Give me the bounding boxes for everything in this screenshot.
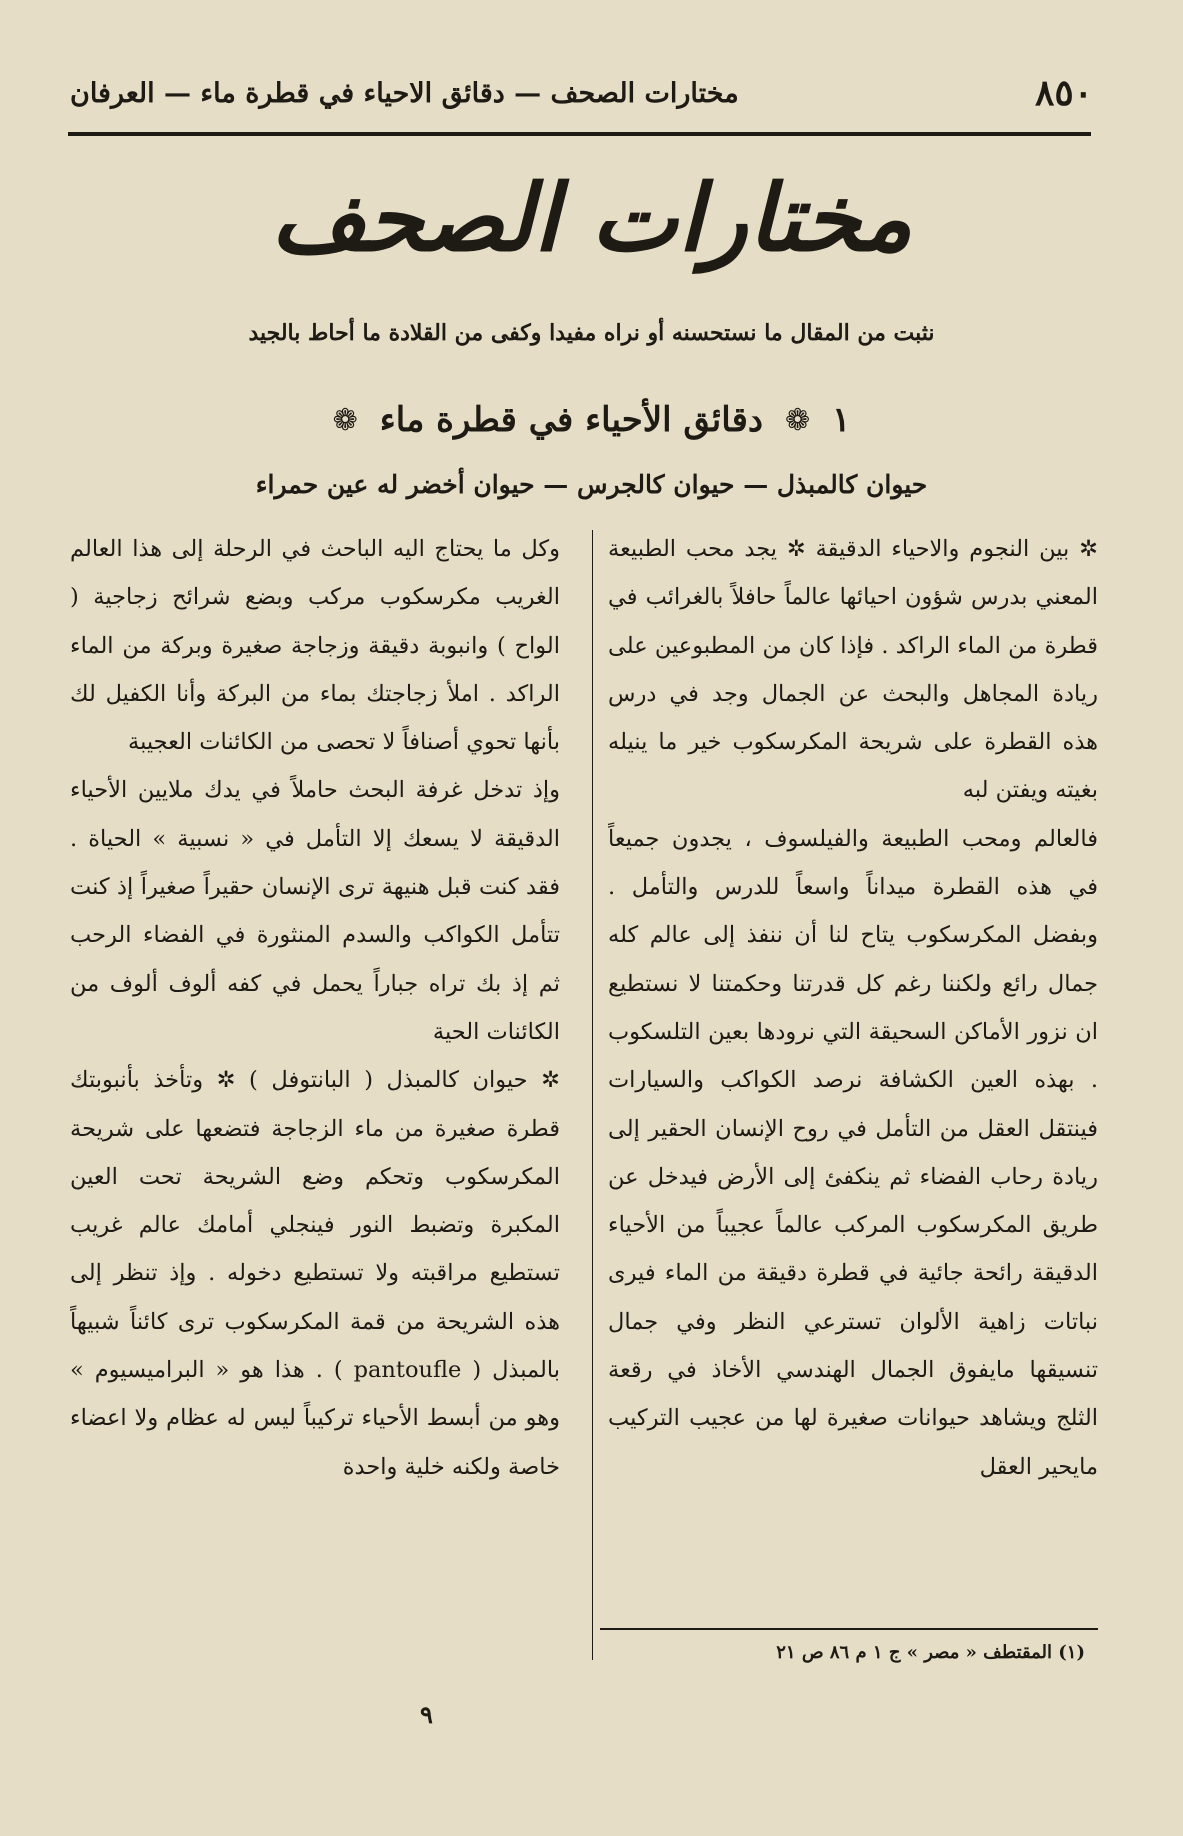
header-rule bbox=[68, 132, 1091, 136]
article-number: ١ bbox=[832, 400, 851, 440]
ornament-icon: ❁ bbox=[332, 402, 358, 438]
article-body bbox=[70, 525, 1098, 1620]
footnote-rule bbox=[600, 1628, 1098, 1630]
running-title: مختارات الصحف — دقائق الاحياء في قطرة ماء — العرفان bbox=[70, 77, 739, 109]
article-heading bbox=[0, 395, 1183, 445]
paragraph: ✲ حيوان كالمبذل ( البانتوفل ) ✲ وتأخذ بأنبوبتك قطرة صغيرة من ماء الزجاجة فتضعها على شريحة المكرسكوب وتحكم وضع الشريحة تحت العين المكبرة وتضبط النور فينجلي أمامك عالم غريب تستطيع مراقبته ولا تستطيع دخوله . وإذ تنظر إلى هذه الشريحة من قمة المكرسكوب ترى كائناً شبيهاً بالمبذل ( pantoufle ) . هذا هو « البراميسيوم » وهو من أبسط الأحياء تركيباً ليس له عظام ولا اعضاء خاصة ولكنه خلية واحدة bbox=[70, 1067, 560, 1480]
right-column bbox=[608, 525, 1098, 1620]
left-column bbox=[70, 525, 560, 1620]
section-title: مختارات الصحف bbox=[270, 164, 913, 272]
column-divider bbox=[592, 530, 593, 1660]
paragraph: فالعالم ومحب الطبيعة والفيلسوف ، يجدون جميعاً في هذه القطرة ميداناً واسعاً للدرس والتأمل . وبفضل المكرسكوب يتاح لنا أن ننفذ إلى عالم كله جمال رائع ولكننا رغم كل قدرتنا وحكمتنا لا نستطيع ان نزور الأماكن السحيقة التي نرودها بعين التلسكوب . بهذه العين الكشافة نرصد الكواكب والسيارات فينتقل العقل من التأمل في روح الإنسان الحقير إلى ريادة رحاب الفضاء ثم ينكفئ إلى الأرض فيدخل عن طريق المكرسكوب المركب عالماً عجيباً من الأحياء الدقيقة رائحة جائية في قطرة دقيقة من الماء فيرى نباتات زاهية الألوان تسترعي النظر وفي جمال تنسيقها مايفوق الجمال الهندسي الأخاذ في رقعة الثلج ويشاهد حيوانات صغيرة لها من عجيب التركيب مايحير العقل bbox=[608, 825, 1098, 1480]
paragraph: وكل ما يحتاج اليه الباحث في الرحلة إلى هذا العالم الغريب مكرسكوب مركب وبضع شرائح زجاجية ( الواح ) وانبوبة دقيقة وزجاجة صغيرة وبركة من الماء الراكد . املأ زجاجتك بماء من البركة وأنا الكفيل لك بأنها تحوي أصنافاً لا تحصى من الكائنات العجيبة bbox=[70, 536, 560, 756]
footnote: (١) المقتطف « مصر » ج ١ م ٨٦ ص ٢١ bbox=[776, 1642, 1085, 1663]
paragraph: ✲ بين النجوم والاحياء الدقيقة ✲ يجد محب الطبيعة المعني بدرس شؤون احيائها عالماً حافلاً بالغرائب في قطرة من الماء الراكد . فإذا كان من المطبوعين على ريادة المجاهل والبحث عن الجمال وجد في درس هذه القطرة على شريحة المكرسكوب خير ما ينيله بغيته ويفتن لبه bbox=[608, 536, 1098, 804]
paragraph: وإذ تدخل غرفة البحث حاملاً في يدك ملايين الأحياء الدقيقة لا يسعك إلا التأمل في « نسبية » الحياة . فقد كنت قبل هنيهة ترى الإنسان حقيراً صغيراً إذ كنت تتأمل الكواكب والسدم المنثورة في الفضاء الرحب ثم إذ بك تراه جباراً يحمل في كفه ألوف ألوف من الكائنات الحية bbox=[70, 777, 560, 1045]
signature-mark: ٩ bbox=[420, 1700, 433, 1729]
running-header bbox=[70, 68, 1093, 118]
page-number: ٨٥٠ bbox=[1034, 72, 1093, 114]
article-subtitle: حيوان كالمبذل — حيوان كالجرس — حيوان أخضر له عين حمراء bbox=[255, 470, 928, 499]
article-title: دقائق الأحياء في قطرة ماء bbox=[379, 400, 763, 440]
ornament-icon: ❁ bbox=[785, 402, 811, 438]
section-motto: نثبت من المقال ما نستحسنه أو نراه مفيدا وكفى من القلادة ما أحاط بالجيد bbox=[248, 320, 935, 346]
